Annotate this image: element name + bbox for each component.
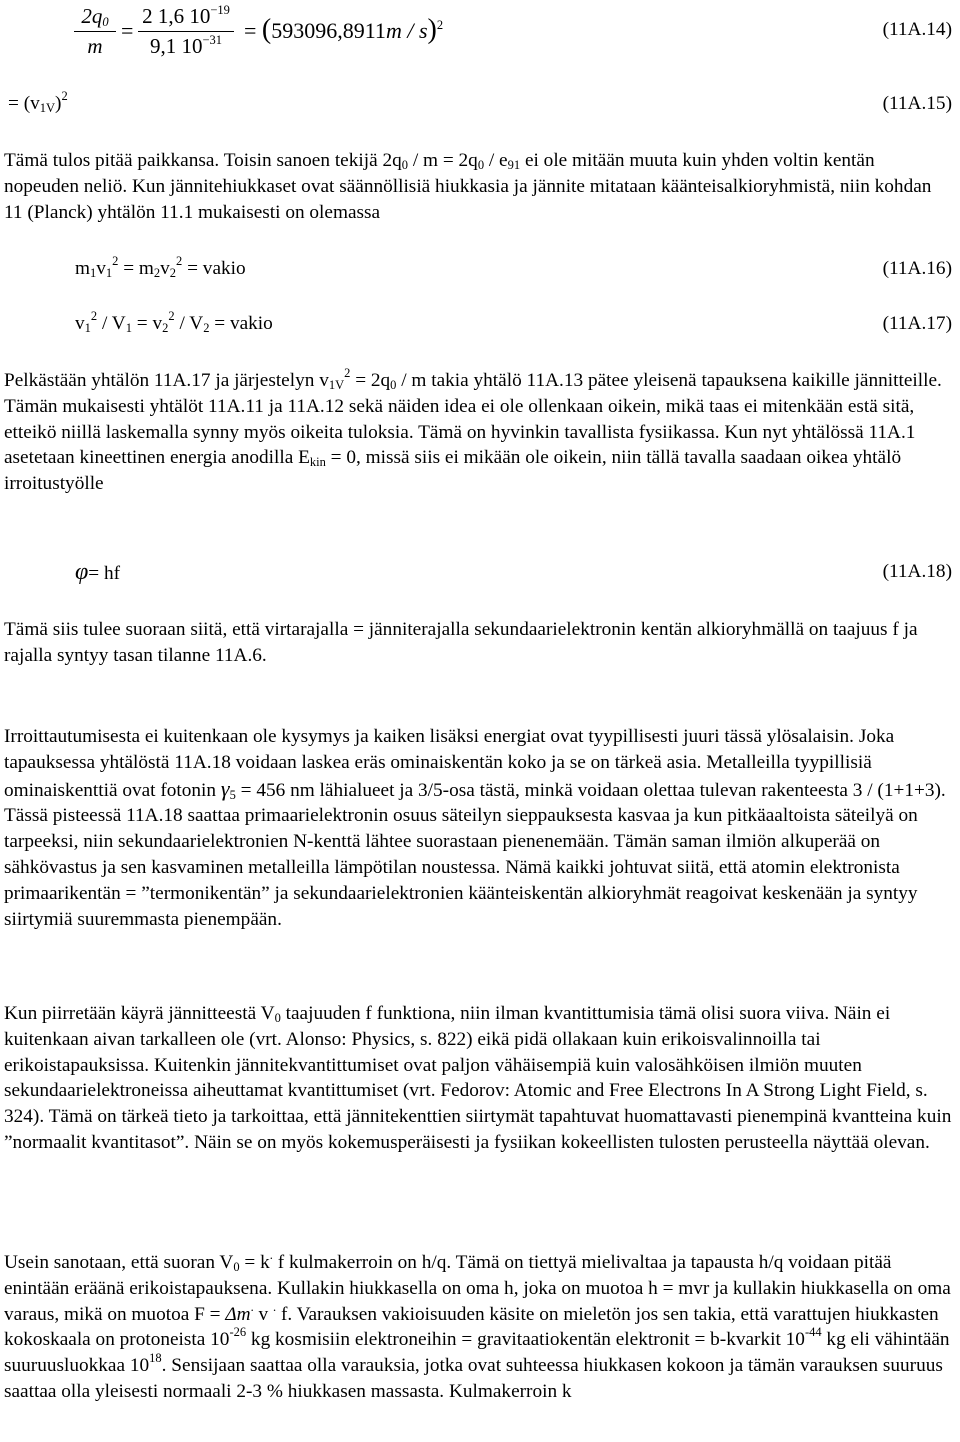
para1-text: / m = 2q <box>408 150 478 171</box>
eq14-result-unit: m / s <box>385 18 428 43</box>
delta-m-symbol: Δm <box>225 1303 251 1325</box>
eq18-formula <box>75 559 120 586</box>
eq16-sup: 2 <box>176 254 183 268</box>
para1-sub: 91 <box>507 158 521 172</box>
paragraph-4 <box>4 724 954 932</box>
eq14-lhs-numerator: 2q <box>81 4 103 28</box>
paragraph-1 <box>4 148 954 225</box>
eq16-sub: 1 <box>105 266 113 280</box>
para1-text: ei ole mitään muuta kuin yhden voltin kentän nopeuden neliö. Kun jännitehiukkaset ovat säännöllisiä hiukkasia ja jännite mitataan käänteisalkioryhmistä, niin kohdan 11 (Planck) yhtälön 11.1 mukaisesti on olemassa <box>4 150 932 223</box>
gamma-symbol: γ <box>220 775 230 801</box>
para2-text: / m takia yhtälö 11A.13 pätee yleisenä tapauksena kaikille jännitteille. Tämän mukaisesti yhtälöt 11A.11 ja 11A.12 sekä näiden idea ei ole ollenkaan oikein, mikä taas ei mitenkään estä sitä, etteikö niillä laskemalla synny myös oikeita tuloksia. Tämä on hyvinkin tavallista fysiikassa. Kun nyt yhtälössä 11A.1 asetetaan kineettinen energia anodilla E <box>4 370 942 469</box>
eq16-part: = m <box>118 258 154 279</box>
para2-text: Pelkästään yhtälön 11A.17 ja järjestelyn v <box>4 370 329 391</box>
eq16-sub: 2 <box>153 266 161 280</box>
eq14-equals-1: = <box>121 18 134 43</box>
para5-text: Kun piirretään käyrä jännitteestä V <box>4 1003 275 1024</box>
eq17-part: / V <box>97 313 126 334</box>
eq15-sup: 2 <box>61 89 68 103</box>
eq15-label: (11A.15) <box>882 93 952 114</box>
para1-sub: 0 <box>477 158 485 172</box>
para2-sub: 0 <box>390 378 397 392</box>
gamma-sub: 5 <box>229 787 236 802</box>
para5-text: taajuuden f funktiona, niin ilman kvantittumisia tämä olisi suora viiva. Näin ei kuitenkaan aivan tarkalleen ole (vrt. Alonso: Physics, s. 822) eikä pidä ollakaan kuin erikoisvalinnoilla tai erikoistapauksissa. Kuitenkin jännitekvantittumiset ovat paljon vähäisempiä kuin valosähköisen ilmiön muuten sekundaarielektroneissa aiheuttamat kvantittumiset (vrt. Fedorov: Atomic and Free Electrons In A Strong Light Field, s. 324). Tämä on tärkeä tieto ja tarkoittaa, että jännitekenttien siirtymät tapahtuvat huomattavasti pienempinä kvantteina kuin ”normaalit kvantitasot”. Näin se on myös kokemusperäisesti ja fysiikan kokeellisten tulosten perusteella näyttää olevan. <box>4 1003 952 1153</box>
multiplication-dot: . <box>250 1299 254 1314</box>
multiplication-dot: . <box>269 1248 273 1262</box>
eq17-label: (11A.17) <box>882 313 952 334</box>
phi-symbol: φ <box>75 559 89 585</box>
eq14-label: (11A.14) <box>882 19 952 40</box>
para1-text: Tämä tulos pitää paikkansa. Toisin sanoen tekijä 2q <box>4 150 402 171</box>
eq14-rhs-fraction <box>138 4 234 59</box>
eq14-rhs-numerator: 2 1,6 10 <box>142 4 211 28</box>
para6-text: f kulmakerroin on h/q. Tämä on tiettyä mielivaltaa ja tapausta h/q voidaan pitää enintään eräänä erikoistapauksena. Kullakin hiukkasella on oma h, joka on muotoa h = mvr ja kullakin hiukkasella on oma varaus, mikä on muotoa F = <box>4 1252 951 1325</box>
eq17-sup: 2 <box>168 309 175 323</box>
para6-text: . Sensijaan saattaa olla varauksia, jotka ovat suhteessa hiukkasen kokoon ja tämän varauksen suuruus saattaa olla yleisesti normaali 2-3 % hiukkasen massasta. Kulmakerroin k <box>4 1355 943 1402</box>
eq17-sub: 2 <box>203 321 210 335</box>
eq14-rhs-num-sup: −19 <box>210 3 230 17</box>
paragraph-3: Tämä siis tulee suoraan siitä, että virtarajalla = jänniterajalla sekundaarielektronin kentän alkioryhmällä on taajuus f ja rajalla syntyy tasan tilanne 11A.6. <box>4 619 918 666</box>
eq16-formula <box>75 254 246 280</box>
eq14-lhs-sub: 0 <box>102 15 109 29</box>
para4-text: Irroittautumisesta ei kuitenkaan ole kysymys ja kaiken lisäksi energiat ovat tyypillisesti juuri tässä ylösalaisin. Joka tapauksessa yhtälöstä 11A.18 voidaan laskea eräs ominaiskentän koko ja se on tärkeä asia. Metalleilla tyypillisiä ominaiskenttiä ovat fotonin <box>4 726 895 801</box>
para1-sub: 0 <box>401 158 409 172</box>
fraction-bar <box>138 31 234 32</box>
eq17-sub: 1 <box>125 321 132 335</box>
eq16-part: m <box>75 258 90 279</box>
eq17-part: = vakio <box>209 313 273 334</box>
eq14-rhs-den-sup: −31 <box>202 33 223 47</box>
eq17-part: / V <box>174 313 204 334</box>
eq14-result: = (593096,8911m / s)$^2$ <box>244 14 444 45</box>
eq14-rhs-denominator: 9,1 10 <box>149 34 203 58</box>
para6-text: v <box>253 1303 273 1325</box>
eq18-label: (11A.18) <box>882 561 952 582</box>
eq16-sup: 2 <box>112 254 119 268</box>
paragraph-2 <box>4 368 954 497</box>
eq16-part: v <box>96 258 106 279</box>
paragraph-6 <box>4 1250 954 1405</box>
multiplication-dot: . <box>273 1299 277 1314</box>
exponent: 18 <box>149 1351 162 1366</box>
eq17-sub: 2 <box>162 321 169 335</box>
para1-text: / e <box>484 150 508 171</box>
eq15-text-b: ) <box>55 93 62 114</box>
eq16-label: (11A.16) <box>882 258 952 279</box>
eq14-lhs-denominator: m <box>87 34 103 58</box>
para6-text: Usein sanotaan, että suoran V <box>4 1252 234 1273</box>
para6-sub: 0 <box>233 1260 240 1274</box>
eq17-part: = v <box>131 313 163 334</box>
para2-sub: 1V <box>328 378 345 392</box>
para2-text: = 2q <box>350 370 391 391</box>
exponent: -44 <box>804 1325 822 1340</box>
eq14-result-value: 593096,8911 <box>271 18 386 43</box>
eq18-rest: = hf <box>88 563 121 584</box>
para6-text: kg kosmisiin elektroneihin = gravitaatiokentän elektronit = b-kvarkit 10 <box>246 1329 805 1351</box>
eq17-sup: 2 <box>90 309 98 323</box>
eq15-sub: 1V <box>39 101 56 115</box>
eq16-part: v <box>160 258 170 279</box>
eq15-formula <box>8 89 68 115</box>
paragraph-5 <box>4 1001 954 1156</box>
eq17-sub: 1 <box>84 321 91 335</box>
para4-text: = 456 nm lähialueet ja 3/5-osa tästä, minkä voidaan olettaa tulevan rakenteesta 3 / (1+1+3). Tässä pisteessä 11A.18 saattaa primaarielektronin osuus säteilyn sieppauksesta kasvaa ja kun pitkäaaltoista säteilyä on tarpeeksi, niin sekundaarielektronien N-kenttä lähtee suorastaan pienenemään. Tämän saman ilmiön alkuperää on sähkövastus ja sen kasvaminen metalleilla lämpötilan noustessa. Nämä kaikki johtuvat siitä, että atomin elektronista primaarikentän = ”termonikentän” ja sekundaarielektronien käänteiskentän alkioryhmät reagoivat keskenään ja syntyy siirtymiä suuremmasta pienempään. <box>4 779 946 930</box>
para6-text: kg eli vähintään suuruusluokkaa 10 <box>4 1329 950 1377</box>
para2-sub: kin <box>309 455 326 470</box>
eq17-formula <box>75 309 273 335</box>
eq15-text-a: = (v <box>8 93 40 114</box>
eq16-part: = vakio <box>182 258 246 279</box>
eq14-equals-2: = <box>244 18 257 43</box>
para2-sup: 2 <box>344 366 351 380</box>
eq16-sub: 1 <box>90 266 97 280</box>
para2-text: = 0, missä siis ei mikään ole oikein, niin tällä tavalla saadaan oikea yhtälö irroitustyölle <box>4 447 902 495</box>
eq14-result-sup: 2 <box>436 18 444 32</box>
fraction-bar <box>74 31 116 32</box>
para5-sub: 0 <box>274 1011 281 1025</box>
para6-text: f. Varauksen vakioisuuden käsite on mieletön jos sen takia, että varattujen hiukkasten kokoskaala on protoneista 10 <box>4 1303 939 1351</box>
eq16-sub: 2 <box>169 266 177 280</box>
para6-text: = k <box>239 1252 270 1273</box>
eq17-part: v <box>75 313 85 334</box>
exponent: -26 <box>229 1325 247 1340</box>
eq14-lhs-fraction <box>74 4 116 59</box>
